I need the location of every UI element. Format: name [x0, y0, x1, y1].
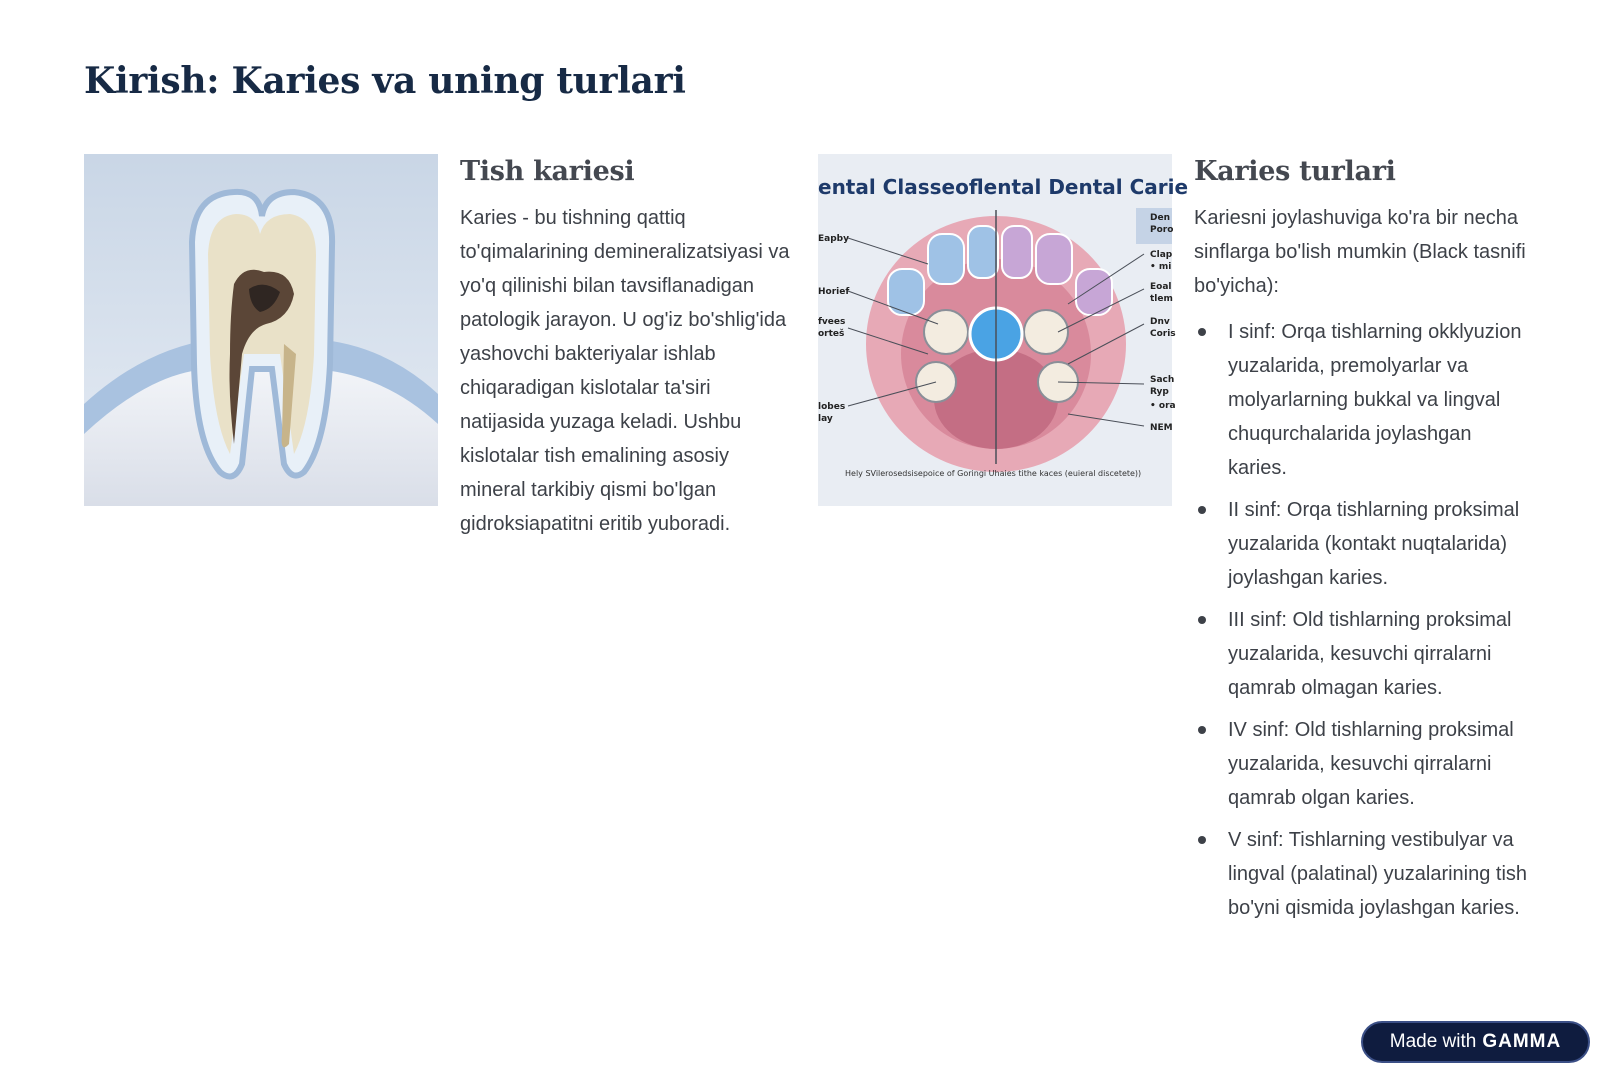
diagram-label: Clap	[1150, 250, 1173, 260]
bullet-icon	[1198, 506, 1206, 514]
list-item	[1194, 603, 1534, 705]
diagram-caption: Hely SVilerosedsisepoice of Goringi Uhaies tithe kaces (euieral discetete))	[845, 469, 1142, 478]
page-title: Kirish: Karies va uning turlari	[84, 60, 686, 102]
caries-types-section	[1194, 156, 1534, 933]
diagram-label: Coris	[1150, 329, 1176, 339]
bullet-icon	[1198, 328, 1206, 336]
section-heading: Karies turlari	[1194, 156, 1396, 187]
diagram-label: Poro	[1150, 225, 1174, 235]
diagram-label: Sach	[1150, 375, 1175, 385]
diagram-label: Eapby	[818, 234, 849, 244]
made-with-gamma-badge[interactable]	[1361, 1021, 1590, 1063]
list-item-text: II sinf: Orqa tishlarning proksimal yuzalarida (kontakt nuqtalarida) joylashgan karies.	[1228, 499, 1520, 589]
bullet-icon	[1198, 616, 1206, 624]
list-item	[1194, 493, 1534, 595]
section-heading: Tish kariesi	[460, 156, 635, 187]
diagram-label: NEM	[1150, 423, 1173, 433]
diagram-label: • ora	[1150, 401, 1176, 411]
badge-prefix: Made with	[1389, 1031, 1477, 1052]
gamma-logo: GAMMA	[1482, 1031, 1562, 1052]
diagram-label: Dnv	[1150, 317, 1170, 327]
diagram-label: lobes	[818, 402, 846, 412]
bullet-icon	[1198, 726, 1206, 734]
tooth-cross-section-image	[84, 154, 438, 506]
caries-types-intro: Kariesni joylashuviga ko'ra bir necha sinflarga bo'lish mumkin (Black tasnifi bo'yicha):	[1194, 207, 1526, 297]
caries-definition-text: Karies - bu tishning qattiq to'qimalarining demineralizatsiyasi va yo'q qilinishi bilan tavsiflanadigan patologik jarayon. U og'iz bo'shlig'ida yashovchi bakteriyalar ishlab chiqaradigan kislotalar ta'siri natijasida yuzaga keladi. Ushbu kislotalar tish emalining asosiy mineral tarkibiy qismi bo'lgan gidroksiapatitni eritib yuboradi.	[460, 207, 790, 535]
list-item-text: V sinf: Tishlarning vestibulyar va lingval (palatinal) yuzalarining tish bo'yni qismida joylashgan karies.	[1228, 829, 1528, 919]
diagram-label: Den	[1150, 213, 1170, 223]
caries-classification-image	[818, 154, 1189, 506]
diagram-label: Horief	[818, 287, 850, 297]
diagram-label: Eoal	[1150, 282, 1172, 292]
caries-class-list	[1194, 315, 1534, 925]
diagram-label: lay	[818, 414, 833, 424]
list-item	[1194, 315, 1534, 485]
bullet-icon	[1198, 836, 1206, 844]
list-item-text: III sinf: Old tishlarning proksimal yuzalarida, kesuvchi qirralarni qamrab olmagan karies.	[1228, 609, 1512, 699]
list-item	[1194, 823, 1534, 925]
list-item-text: I sinf: Orqa tishlarning okklyuzion yuzalarida, premolyarlar va molyarlarning bukkal va lingval chuqurchalarida joylashgan karies.	[1228, 321, 1522, 479]
list-item-text: IV sinf: Old tishlarning proksimal yuzalarida, kesuvchi qirralarni qamrab olgan karies.	[1228, 719, 1514, 809]
diagram-label: Ryp	[1150, 387, 1169, 397]
diagram-title: ental Classeoflental Dental Carie	[818, 175, 1189, 199]
caries-definition-section	[460, 156, 800, 541]
diagram-label: orteš	[818, 329, 845, 339]
diagram-label: fvees	[818, 317, 846, 327]
dental-diagram-icon	[818, 154, 1189, 506]
diagram-label: • mi	[1150, 262, 1172, 272]
list-item	[1194, 713, 1534, 815]
tooth-icon	[84, 154, 438, 506]
diagram-label: tlem	[1150, 294, 1173, 304]
